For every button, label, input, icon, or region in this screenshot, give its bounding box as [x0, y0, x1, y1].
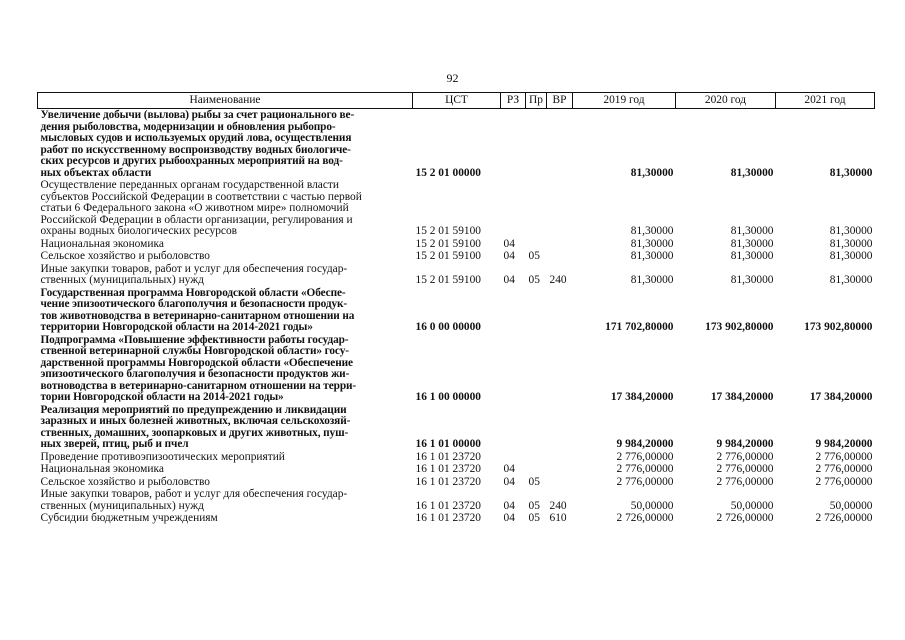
row-2019: 171 702,80000 [605, 321, 674, 333]
table-row [38, 263, 875, 287]
row-code: 16 1 01 00000 [415, 438, 481, 450]
row-pr: 05 [528, 250, 540, 262]
row-pr [526, 404, 547, 451]
row-pr: 05 [528, 274, 540, 286]
row-pr [526, 451, 547, 464]
row-2019: 9 984,20000 [616, 438, 674, 450]
row-name: Реализация мероприятий по предупреждению и ликвидации заразных и иных болезней животных, включая сельскохозяй- ственных, домашних, зоопарковых и других животных, пуш- ных зверей, птиц, рыб и пчел [40, 403, 351, 450]
row-rz [501, 334, 526, 404]
row-code: 16 1 01 23720 [415, 463, 481, 475]
row-2021: 81,30000 [829, 166, 873, 179]
row-vr [547, 250, 573, 263]
row-2021: 2 776,00000 [815, 450, 873, 463]
table-row [38, 512, 875, 525]
row-rz [501, 287, 526, 334]
row-2019: 50,00000 [630, 499, 674, 512]
header-pr: Пр [526, 93, 547, 109]
row-pr: 05 [528, 475, 540, 488]
row-code: 15 2 01 59100 [415, 225, 481, 237]
table-row [38, 476, 875, 489]
budget-table [37, 92, 875, 525]
row-2021: 81,30000 [829, 274, 873, 286]
row-2021: 2 776,00000 [815, 463, 873, 475]
row-name: Подпрограмма «Повышение эффективности работы государ- ственной ветеринарной службы Новгородской области» госу- дарственной программы Новгородской области «Обеспечение эпизоотического благополучия и безопасности продуктов жи- вотноводства в ветеринарно-санитарном отношении на терри- тории Новгородской области на 2014-2021 годы» [40, 333, 357, 403]
row-2021: 81,30000 [829, 250, 873, 262]
table-row [38, 463, 875, 476]
row-2020: 81,30000 [730, 274, 774, 286]
header-code: ЦСТ [413, 93, 501, 109]
header-rz: РЗ [501, 93, 526, 109]
row-code: 16 1 01 23720 [415, 512, 481, 524]
row-rz [501, 404, 526, 451]
row-vr: 610 [549, 512, 567, 524]
row-2020: 81,30000 [730, 166, 774, 179]
row-vr [547, 476, 573, 489]
row-rz: 04 [503, 463, 515, 475]
row-name: Увеличение добычи (вылова) рыбы за счет рационального ве- дения рыболовства, модернизации и обновления рыбопро- мысловых судов и используемых орудий лова, осуществления работ по искусственному воспроизводству водных биологиче- ских ресурсов и других рыбоохранных мероприятий на вод- ных объектах области [40, 109, 355, 179]
page-number [0, 71, 905, 86]
row-code: 15 2 01 59100 [415, 237, 481, 250]
row-2019: 2 726,00000 [616, 512, 674, 524]
header-2019: 2019 год [573, 93, 676, 109]
row-2020: 2 726,00000 [716, 512, 774, 524]
row-2021: 173 902,80000 [804, 321, 873, 333]
page-number-text: 92 [446, 71, 459, 85]
row-2019: 2 776,00000 [616, 475, 674, 488]
row-2020: 17 384,20000 [710, 391, 774, 403]
row-2019: 81,30000 [630, 250, 674, 262]
row-2020: 81,30000 [730, 225, 774, 237]
header-vr: ВР [547, 93, 573, 109]
row-name: Осуществление переданных органам государственной власти субъектов Российской Федерации в соответствии с частью первой статьи 6 Федерального закона «О животном мире» полномочий Российской Федерации в области организации, регулирования и охраны водных биологических ресурсов [40, 179, 362, 237]
row-pr: 05 [528, 499, 540, 512]
row-code: 16 1 01 23720 [415, 450, 481, 463]
row-name: Государственная программа Новгородской области «Обеспе- чение эпизоотического благополучия и безопасности продук- тов животноводства в ветеринарно-санитарном отношении на территории Новгородской области на 2014-2021 годы» [40, 286, 355, 333]
row-vr [547, 179, 573, 238]
row-2019: 2 776,00000 [616, 463, 674, 475]
row-rz [501, 179, 526, 238]
row-2019: 17 384,20000 [610, 391, 674, 403]
row-code: 15 2 01 59100 [415, 250, 481, 262]
row-rz: 04 [503, 237, 515, 250]
row-2019: 81,30000 [630, 237, 674, 250]
row-vr: 240 [549, 499, 567, 512]
row-rz: 04 [503, 512, 515, 524]
row-2021: 2 776,00000 [815, 475, 873, 488]
table-row [38, 250, 875, 263]
row-pr: 05 [528, 512, 540, 524]
row-2021: 81,30000 [829, 225, 873, 237]
table-row [38, 238, 875, 251]
row-rz: 04 [503, 250, 515, 262]
row-name: Иные закупки товаров, работ и услуг для обеспечения государ- ственных (муниципальных) нужд [40, 488, 348, 512]
row-pr [526, 109, 547, 180]
table-row [38, 287, 875, 334]
table-row [38, 109, 875, 180]
row-code: 16 1 00 00000 [415, 391, 481, 403]
row-vr [547, 463, 573, 476]
row-2020: 81,30000 [730, 250, 774, 262]
row-2021: 81,30000 [829, 237, 873, 250]
row-rz: 04 [503, 475, 515, 488]
row-vr: 240 [549, 274, 567, 286]
row-name: Проведение противоэпизоотических мероприятий [40, 450, 285, 463]
row-vr [547, 287, 573, 334]
row-2020: 2 776,00000 [716, 450, 774, 463]
row-2020: 9 984,20000 [716, 438, 774, 450]
row-name: Национальная экономика [40, 463, 164, 475]
row-code: 15 2 01 00000 [415, 166, 481, 179]
row-code: 15 2 01 59100 [415, 274, 481, 286]
row-rz [501, 109, 526, 180]
header-2020: 2020 год [676, 93, 776, 109]
table-header-row [38, 93, 875, 109]
row-2020: 50,00000 [730, 499, 774, 512]
row-vr [547, 238, 573, 251]
row-2021: 17 384,20000 [809, 391, 873, 403]
row-code: 16 1 01 23720 [415, 499, 481, 512]
table-row [38, 334, 875, 404]
header-name: Наименование [38, 93, 413, 109]
row-vr [547, 109, 573, 180]
row-2019: 81,30000 [630, 274, 674, 286]
row-pr [526, 238, 547, 251]
row-2021: 9 984,20000 [815, 438, 873, 450]
row-name: Иные закупки товаров, работ и услуг для обеспечения государ- ственных (муниципальных) нужд [40, 262, 348, 286]
row-pr [526, 463, 547, 476]
row-vr [547, 451, 573, 464]
row-name: Сельское хозяйство и рыболовство [40, 475, 210, 488]
row-rz: 04 [503, 499, 515, 512]
row-rz: 04 [503, 274, 515, 286]
row-pr [526, 334, 547, 404]
table-row [38, 488, 875, 512]
row-2020: 2 776,00000 [716, 475, 774, 488]
row-vr [547, 334, 573, 404]
row-2020: 2 776,00000 [716, 463, 774, 475]
row-pr [526, 179, 547, 238]
header-2021: 2021 год [776, 93, 875, 109]
table-row [38, 451, 875, 464]
row-2019: 81,30000 [630, 166, 674, 179]
row-2019: 2 776,00000 [616, 450, 674, 463]
row-2020: 173 902,80000 [705, 321, 774, 333]
row-2019: 81,30000 [630, 225, 674, 237]
row-code: 16 0 00 00000 [415, 321, 481, 333]
table-row [38, 404, 875, 451]
row-2021: 50,00000 [829, 499, 873, 512]
row-name: Субсидии бюджетным учреждениям [40, 512, 218, 524]
row-code: 16 1 01 23720 [415, 475, 481, 488]
row-2020: 81,30000 [730, 237, 774, 250]
row-pr [526, 287, 547, 334]
row-name: Сельское хозяйство и рыболовство [40, 250, 210, 262]
table-row [38, 179, 875, 238]
row-rz [501, 451, 526, 464]
row-name: Национальная экономика [40, 237, 164, 250]
row-2021: 2 726,00000 [815, 512, 873, 524]
row-vr [547, 404, 573, 451]
